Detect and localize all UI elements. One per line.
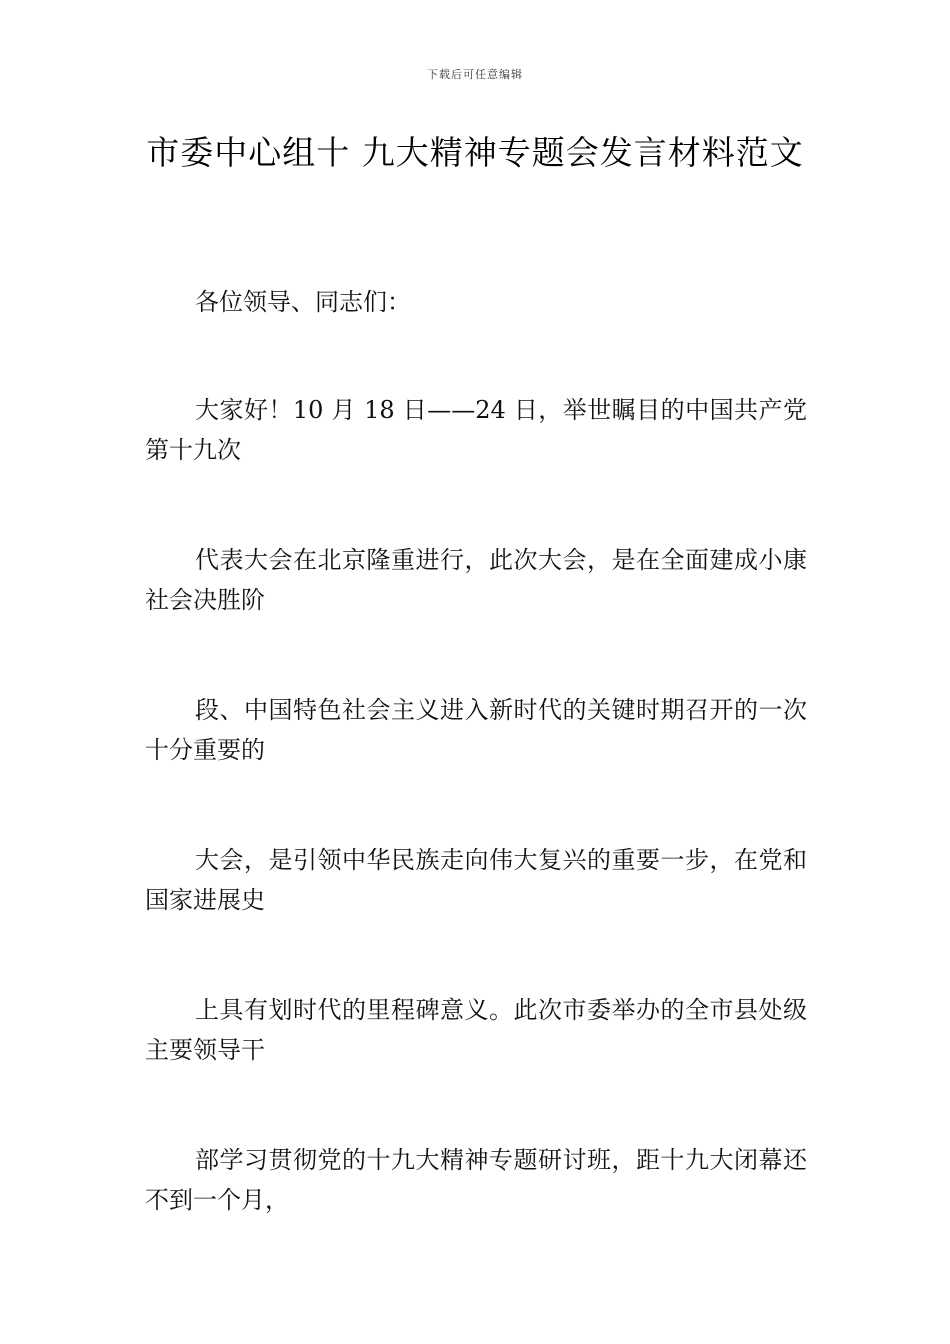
paragraph: 大家好！10 月 18 日——24 日，举世瞩目的中国共产党第十九次: [145, 396, 807, 464]
document-body: [145, 282, 807, 1290]
paragraph: 大会，是引领中华民族走向伟大复兴的重要一步，在党和国家进展史: [145, 846, 807, 914]
paragraph: 部学习贯彻党的十九大精神专题研讨班，距十九大闭幕还不到一个月，: [145, 1146, 807, 1214]
paragraph: 上具有划时代的里程碑意义。此次市委举办的全市县处级主要领导干: [145, 996, 807, 1064]
paragraph-greeting: 各位领导、同志们：: [195, 288, 411, 316]
header-note: 下载后可任意编辑: [427, 68, 523, 81]
document-title: 市委中心组十 九大精神专题会发言材料范文: [146, 133, 804, 172]
paragraph: 代表大会在北京隆重进行，此次大会，是在全面建成小康社会决胜阶: [145, 546, 807, 614]
paragraph: 段、中国特色社会主义进入新时代的关键时期召开的一次十分重要的: [145, 696, 807, 764]
